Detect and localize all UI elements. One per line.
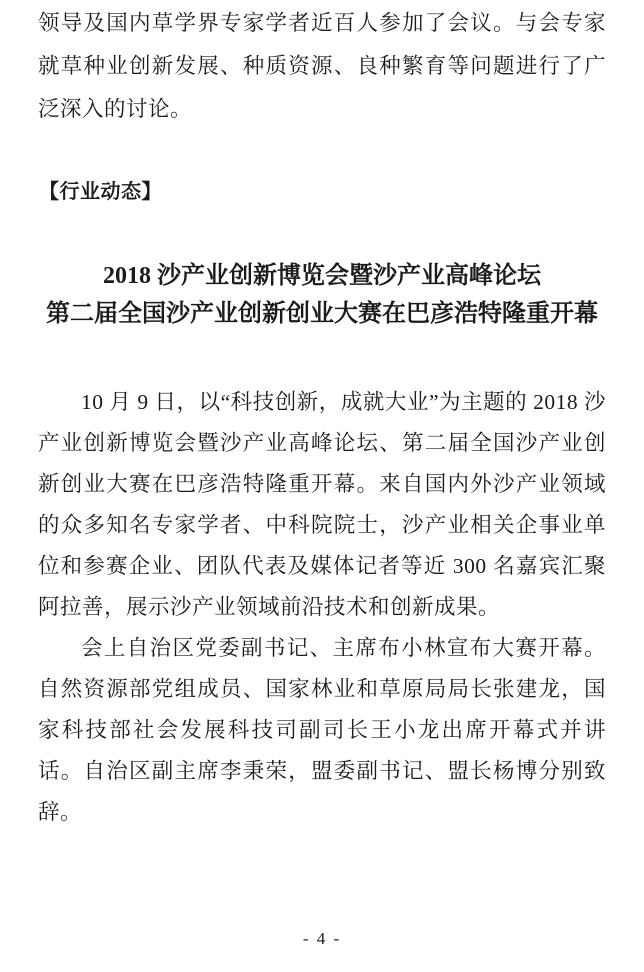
article-paragraph: 会上自治区党委副书记、主席布小林宣布大赛开幕。自然资源部党组成员、国家林业和草原局局长张建龙，国家科技部社会发展科技司副司长王小龙出席开幕式并讲话。自治区副主席李秉荣，盟委副书记、盟长杨博分别致辞。	[38, 636, 606, 824]
article-title	[0, 257, 644, 333]
article-title-line2: 第二届全国沙产业创新创业大赛在巴彦浩特隆重开幕	[46, 301, 598, 327]
intro-paragraph: 领导及国内草学界专家学者近百人参加了会议。与会专家就草种业创新发展、种质资源、良种繁育等问题进行了广泛深入的讨论。	[38, 11, 606, 121]
article-paragraph: 10 月 9 日，以“科技创新，成就大业”为主题的 2018 沙产业创新博览会暨沙产业高峰论坛、第二届全国沙产业创新创业大赛在巴彦浩特隆重开幕。来自国内外沙产业领域的众多知名专家学者、中科院院士，沙产业相关企事业单位和参赛企业、团队代表及媒体记者等近 300 名嘉宾汇聚阿拉善，展示沙产业领域前沿技术和创新成果。	[38, 390, 606, 619]
article-body	[38, 382, 606, 833]
article-title-line1: 2018 沙产业创新博览会暨沙产业高峰论坛	[103, 263, 541, 289]
section-header: 【行业动态】	[39, 181, 162, 203]
page-number: - 4 -	[302, 929, 342, 948]
